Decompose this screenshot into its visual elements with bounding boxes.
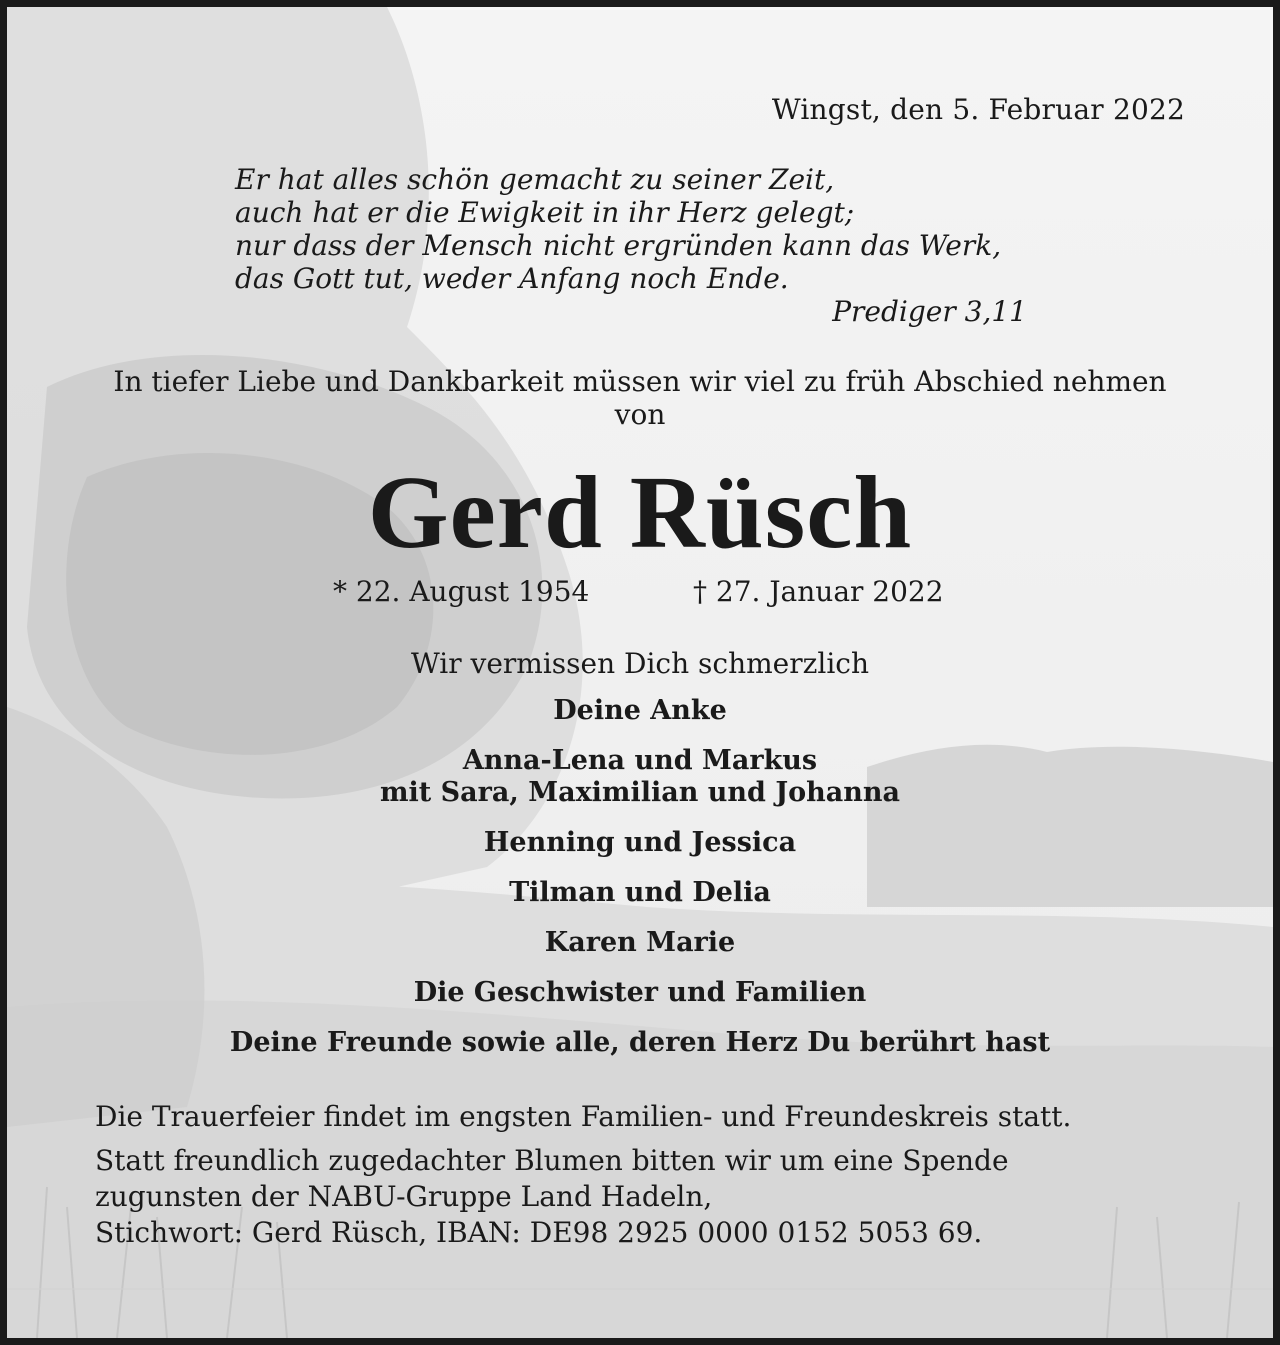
- mourner-name: Henning und Jessica: [483, 827, 797, 858]
- mourner-name: mit Sara, Maximilian und Johanna: [379, 777, 900, 808]
- mourner-group: [7, 927, 1273, 959]
- mourner-group: [7, 977, 1273, 1009]
- mourner-group: [7, 827, 1273, 859]
- mourner-name: Tilman und Delia: [509, 877, 771, 908]
- birth-date: * 22. August 1954: [333, 575, 590, 608]
- verse-line: auch hat er die Ewigkeit in ihr Herz gelegt;: [235, 196, 855, 229]
- mourner-group: [7, 877, 1273, 909]
- mourner-name: Karen Marie: [544, 927, 736, 958]
- verse-reference: Prediger 3,11: [832, 295, 1027, 328]
- donation-note: [95, 1143, 1195, 1251]
- place-and-date: Wingst, den 5. Februar 2022: [771, 93, 1185, 126]
- mourners-list: [7, 695, 1273, 1077]
- mourner-name: Die Geschwister und Familien: [413, 977, 867, 1008]
- mourner-group: [7, 695, 1273, 727]
- mourner-group: [7, 1027, 1273, 1059]
- notes: [95, 1099, 1195, 1251]
- verse-line: nur dass der Mensch nicht ergründen kann das Werk,: [235, 229, 1002, 262]
- donation-line: Stichwort: Gerd Rüsch, IBAN: DE98 2925 0000 0152 5053 69.: [95, 1216, 983, 1249]
- verse-line: das Gott tut, weder Anfang noch Ende.: [235, 262, 789, 295]
- funeral-note: Die Trauerfeier findet im engsten Familien- und Freundeskreis statt.: [95, 1100, 1072, 1133]
- mourner-group: [7, 745, 1273, 809]
- death-date: † 27. Januar 2022: [693, 575, 944, 608]
- deceased-name: Gerd Rüsch: [367, 455, 913, 570]
- bible-verse: [235, 163, 1035, 328]
- intro-line: von: [614, 398, 666, 431]
- intro-text: [7, 365, 1273, 431]
- donation-line: zugunsten der NABU-Gruppe Land Hadeln,: [95, 1180, 713, 1213]
- donation-line: Statt freundlich zugedachter Blumen bitten wir um eine Spende: [95, 1144, 1009, 1177]
- verse-line: Er hat alles schön gemacht zu seiner Zeit,: [235, 163, 835, 196]
- mourner-name: Deine Anke: [553, 695, 727, 726]
- mourner-name: Deine Freunde sowie alle, deren Herz Du berührt hast: [229, 1027, 1051, 1058]
- intro-line: In tiefer Liebe und Dankbarkeit müssen wir viel zu früh Abschied nehmen: [113, 365, 1167, 398]
- mourner-name: Anna-Lena und Markus: [462, 745, 818, 776]
- mourners-intro: Wir vermissen Dich schmerzlich: [410, 647, 870, 680]
